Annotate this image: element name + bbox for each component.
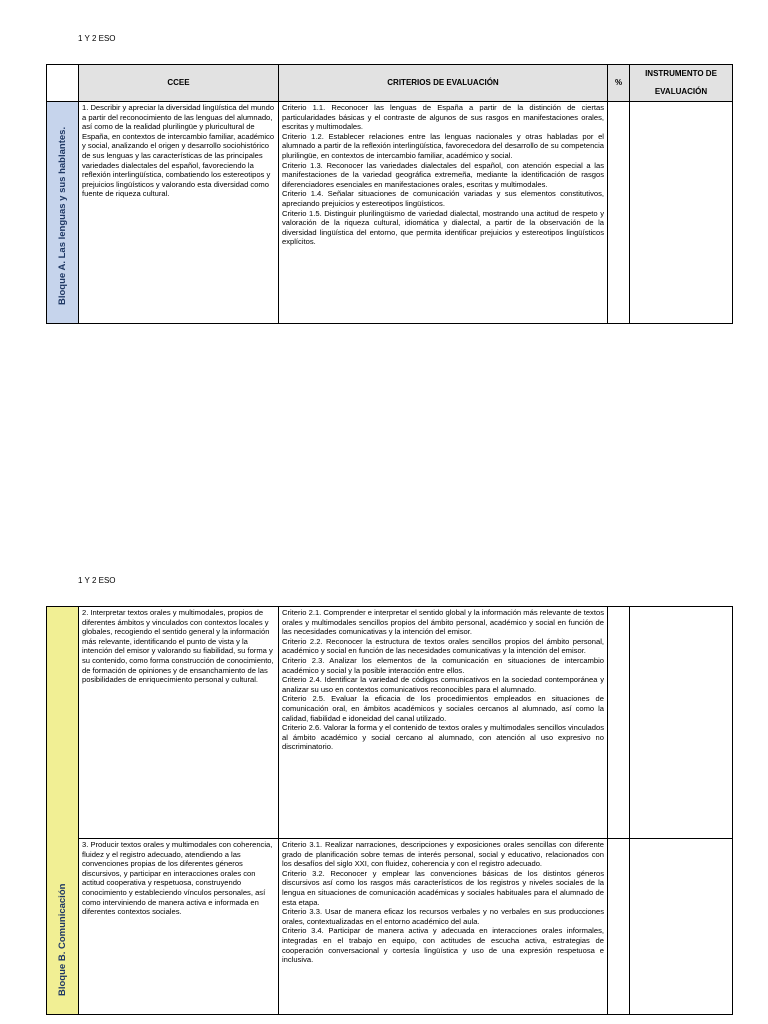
criterio-item: Criterio 2.4. Identificar la variedad de códigos comunicativos en la sociedad contemporánea y analizar su uso en contextos comunicativos reconocibles para el alumnado.	[282, 675, 604, 694]
header-instrumento: INSTRUMENTO DE EVALUACIÓN	[630, 65, 733, 102]
header-ccee: CCEE	[79, 65, 279, 102]
criterios-cell	[279, 102, 608, 324]
instrumento-cell	[630, 839, 733, 1015]
criterios-cell	[279, 839, 608, 1015]
criterio-item: Criterio 3.4. Participar de manera activa y adecuada en interacciones orales informales, integradas en el trabajo en equipo, con actitudes de escucha activa, estrategias de cooperación conversacional y cortesía lingüística y uso de una expresión respetuosa e inclusiva.	[282, 926, 604, 965]
block-a-title: Bloque A. Las lenguas y sus hablantes.	[56, 126, 68, 305]
criterio-item: Criterio 2.2. Reconocer la estructura de textos orales sencillos propios del ámbito personal, académico y social en función de las necesidades comunicativas y la intención del emisor.	[282, 636, 604, 656]
table-row	[47, 102, 733, 324]
table-row	[47, 607, 733, 839]
course-label: 1 Y 2 ESO	[78, 576, 116, 585]
ccee-cell: 2. Interpretar textos orales y multimodales, propios de diferentes ámbitos y vinculados con contextos locales y globales, recogiendo el sentido general y la información más relevante, identificando el punto de vista y la intención del emisor y valorando su fiabilidad, su forma y su contenido, como forma construcción de conocimiento, de formación de opiniones y de ensanchamiento de las posibilidades de enriquecimiento personal y cultural.	[79, 607, 279, 839]
header-empty-cell	[47, 65, 79, 102]
header-criterios: CRITERIOS DE EVALUACIÓN	[279, 65, 608, 102]
criterio-item: Criterio 1.5. Distinguir plurilingüismo de variedad dialectal, mostrando una actitud de respeto y valoración de la riqueza cultural, idiomática y dialectal, a partir de la observación de la diversidad lingüística del entorno, que permita identificar prejuicios y estereotipos lingüísticos explícitos.	[282, 208, 604, 247]
criterio-item: Criterio 3.2. Reconocer y emplear las convenciones básicas de los distintos géneros discursivos así como los rasgos más característicos de los registros y niveles sociales de la lengua en situaciones de comunicación académicas y sociales habituales para el alumnado de esta etapa.	[282, 868, 604, 907]
ccee-cell: 1. Describir y apreciar la diversidad lingüística del mundo a partir del reconocimiento de las lenguas del alumnado, así como de la realidad plurilingüe y pluricultural de España, en contextos de intercambio familiar, académico y social, analizando el origen y desarrollo sociohistórico de sus lenguas y las características de las principales variedades dialectales del español, favoreciendo la reflexión interlingüística, combatiendo los estereotipos y prejuicios lingüísticos y valorando esta diversidad como fuente de riqueza cultural.	[79, 102, 279, 324]
criterios-cell	[279, 607, 608, 839]
block-label-cell	[47, 102, 79, 324]
criterio-item: Criterio 2.6. Valorar la forma y el contenido de textos orales y multimodales sencillos vinculados al ámbito académico y social cercano al alumnado, con atención al uso expresivo no discriminatorio.	[282, 723, 604, 752]
criterio-item: Criterio 3.1. Realizar narraciones, descripciones y exposiciones orales sencillas con diferente grado de planificación sobre temas de interés personal, social y educativo, relacionados con los desafíos del siglo XXI, con fluidez, coherencia y con el registro adecuado.	[282, 840, 604, 869]
percent-cell	[608, 839, 630, 1015]
course-label: 1 Y 2 ESO	[78, 34, 116, 43]
evaluation-table-block-a	[46, 64, 733, 324]
ccee-cell: 3. Producir textos orales y multimodales con coherencia, fluidez y el registro adecuado, atendiendo a las convenciones propias de los diferentes géneros discursivos, y participar en interacciones orales con actitud cooperativa y respetuosa, construyendo conocimiento y estableciendo vínculos personales, así como interviniendo de manera activa e informada en diferentes contextos sociales.	[79, 839, 279, 1015]
criterio-item: Criterio 3.3. Usar de manera eficaz los recursos verbales y no verbales en sus producciones orales, contextualizadas en el entorno académico del aula.	[282, 907, 604, 926]
header-percent: %	[608, 65, 630, 102]
instrumento-cell	[630, 102, 733, 324]
criterio-item: Criterio 1.4. Señalar situaciones de comunicación variadas y sus elementos constitutivos, apreciando prejuicios y estereotipos lingüísticos.	[282, 189, 604, 208]
table-header-row	[47, 65, 733, 102]
block-b-title: Bloque B. Comunicación	[56, 883, 68, 996]
criterio-item: Criterio 1.3. Reconocer las variedades dialectales del español, con atención especial a las manifestaciones de la variedad geográfica extremeña, mediante la identificación de rasgos diferenciadores esenciales en manifestaciones orales, escritas y multimodales.	[282, 160, 604, 189]
percent-cell	[608, 607, 630, 839]
percent-cell	[608, 102, 630, 324]
criterio-item: Criterio 2.5. Evaluar la eficacia de los procedimientos empleados en situaciones de comunicación oral, en ámbitos académicos y sociales cercanos al alumnado, así como la calidad, fiabilidad e idoneidad del canal utilizado.	[282, 694, 604, 723]
criterio-item: Criterio 2.3. Analizar los elementos de la comunicación en situaciones de intercambio académico y social y la posible interacción entre ellos.	[282, 655, 604, 675]
table-row	[47, 839, 733, 1015]
criterio-item: Criterio 1.2. Establecer relaciones entre las lenguas nacionales y otras habladas por el alumnado a partir de la reflexión interlingüística, favorecedora del desarrollo de su competencia plurilingüe, en contextos de intercambio familiar, académico y social.	[282, 131, 604, 160]
evaluation-table-block-b	[46, 606, 733, 1015]
instrumento-cell	[630, 607, 733, 839]
criterio-item: Criterio 1.1. Reconocer las lenguas de España a partir de la distinción de ciertas particularidades básicas y el contraste de algunos de sus rasgos en manifestaciones orales, escritas y multimodales.	[282, 103, 604, 132]
criterio-item: Criterio 2.1. Comprender e interpretar el sentido global y la información más relevante de textos orales y multimodales sencillos propios del ámbito personal, académico y social en función de las necesidades comunicativas y la intención del emisor.	[282, 608, 604, 637]
block-label-cell	[47, 607, 79, 1015]
